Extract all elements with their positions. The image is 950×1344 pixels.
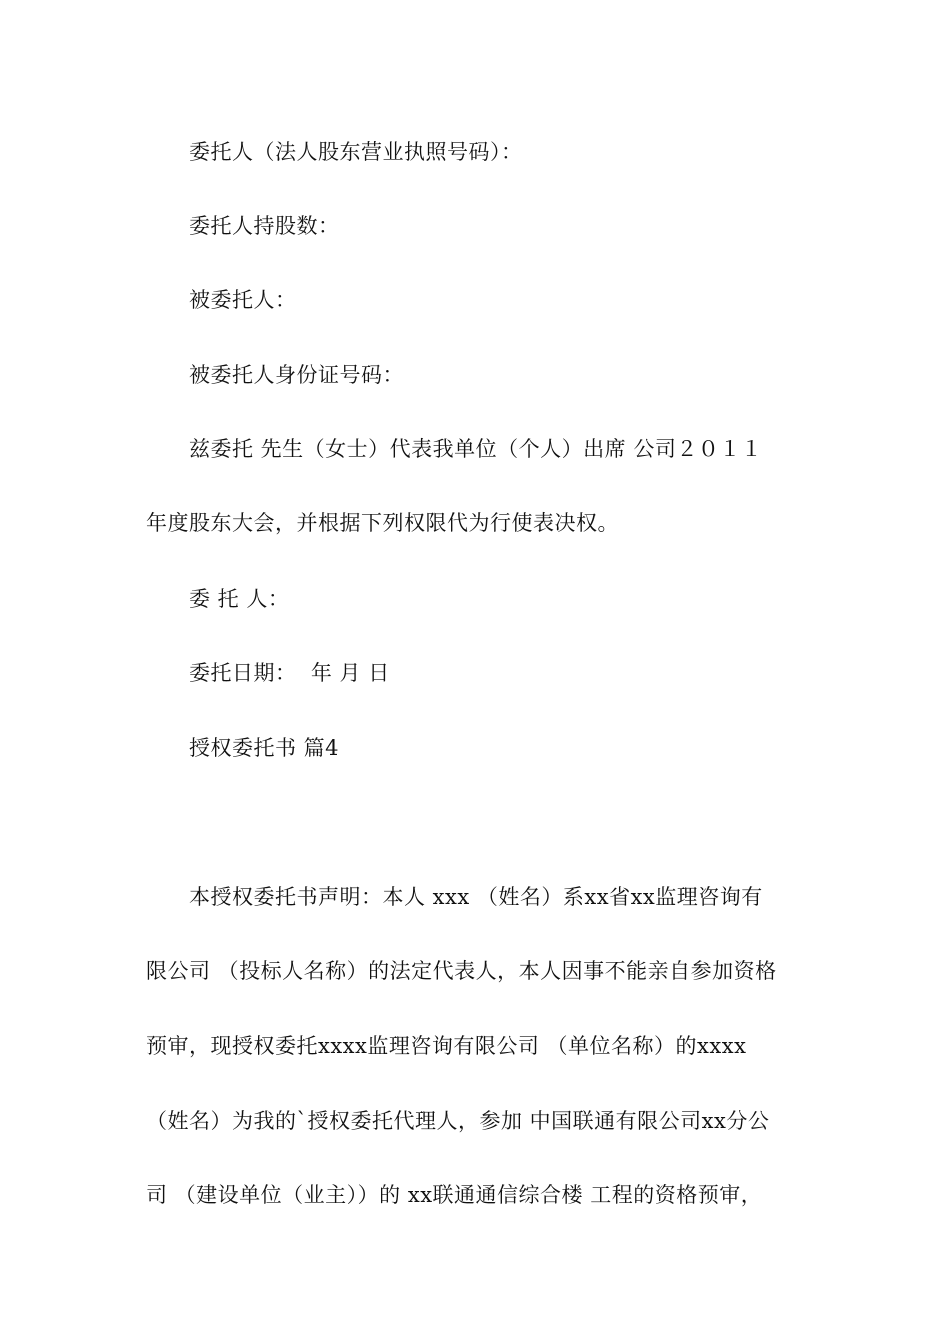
declaration-line-5: 司 （建设单位（业主））的 xx联通通信综合楼 工程的资格预审，	[146, 1183, 763, 1207]
entrust-statement-line-1: 兹委托 先生（女士）代表我单位（个人）出席 公司２０１１	[189, 437, 763, 461]
principal-shares-line: 委托人持股数：	[189, 214, 340, 238]
declaration-line-3: 预审，现授权委托xxxx监理咨询有限公司 （单位名称）的xxxx	[146, 1034, 747, 1058]
entrust-date-line: 委托日期： 年 月 日	[189, 661, 390, 685]
agent-line: 被委托人：	[189, 288, 297, 312]
principal-signature-line: 委 托 人：	[189, 587, 290, 611]
agent-id-line: 被委托人身份证号码：	[189, 363, 404, 387]
principal-license-line: 委托人（法人股东营业执照号码）：	[189, 140, 523, 164]
entrust-statement-line-2: 年度股东大会，并根据下列权限代为行使表决权。	[146, 511, 619, 535]
declaration-line-1: 本授权委托书声明：本人 xxx （姓名）系xx省xx监理咨询有	[189, 885, 763, 909]
section-heading: 授权委托书 篇4	[189, 736, 340, 760]
declaration-line-4: （姓名）为我的`授权委托代理人，参加 中国联通有限公司xx分公	[146, 1109, 770, 1133]
declaration-line-2: 限公司 （投标人名称）的法定代表人，本人因事不能亲自参加资格	[146, 959, 777, 983]
